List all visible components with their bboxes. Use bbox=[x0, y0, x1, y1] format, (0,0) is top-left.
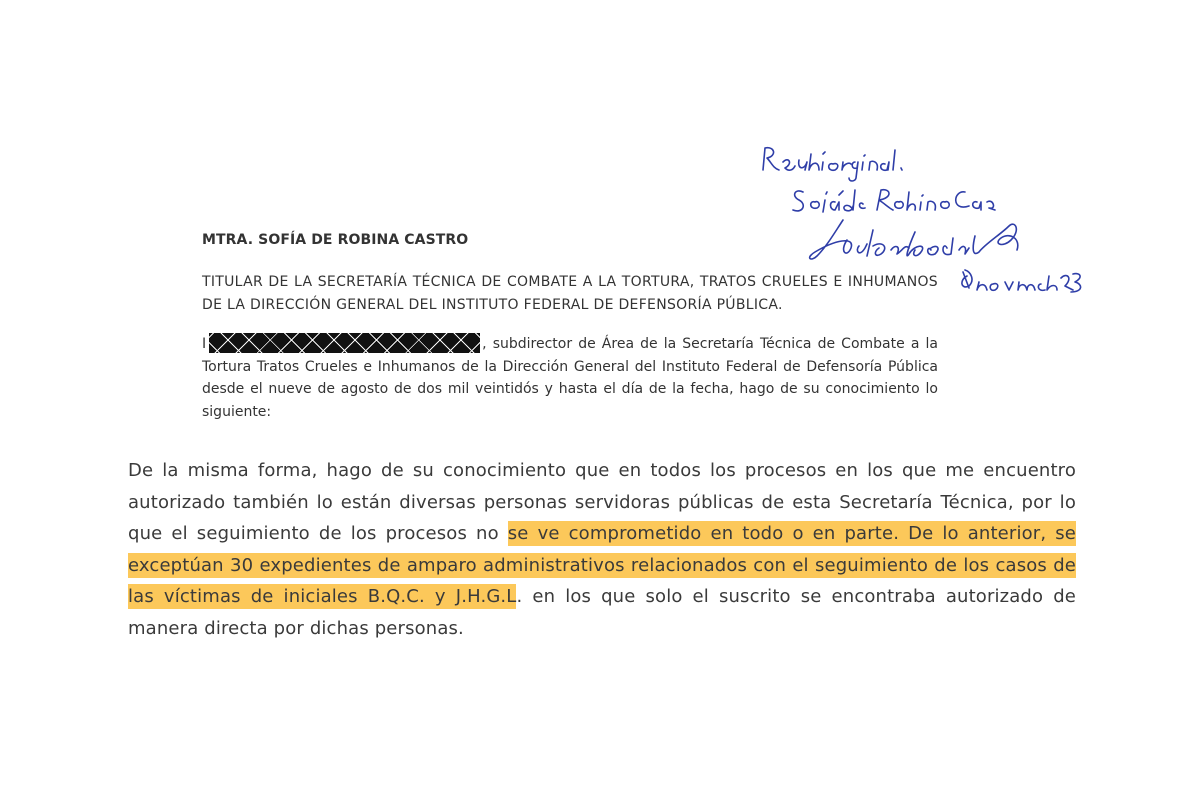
addressee-title: TITULAR DE LA SECRETARÍA TÉCNICA DE COMBATE A LA TORTURA, TRATOS CRUELES E INHUMANOS DE LA DIRECCIÓN GENERAL DEL INSTITUTO FEDERAL DE DEFENSORÍA PÚBLICA. bbox=[202, 274, 938, 313]
redacted-name-block bbox=[209, 333, 480, 353]
body-text-end: . en los que solo el suscrito se encontraba autorizado de manera directa por dichas personas. bbox=[128, 586, 1076, 639]
handwritten-receipt-note bbox=[755, 140, 1085, 310]
body-paragraph bbox=[128, 455, 1076, 644]
signature-scribble bbox=[810, 220, 1018, 259]
intro-text: , subdirector de Área de la Secretaría Técnica de Combate a la Tortura Tratos Crueles e Inhumanos de la Dirección General del Instituto Federal de Defensoría Pública desde el nueve de agosto de dos mil veintidós y hasta el día de la fecha, hago de su conocimiento lo siguiente: bbox=[202, 336, 938, 420]
highlighted-text: se ve comprometido en todo o en parte. De lo anterior, se exceptúan 30 expedientes de amparo administrativos relacionados con el seguimiento de los casos de las víctimas de iniciales B.Q.C. y J.H.G.L bbox=[128, 523, 1076, 607]
handwritten-date bbox=[962, 270, 1081, 292]
body-text-start: De la misma forma, hago de su conocimiento que en todos los procesos en los que me encuentro autorizado también lo están diversas personas servidoras públicas de esta Secretaría Técnica, por lo que el seguimiento de los procesos no bbox=[128, 460, 1076, 544]
handwriting-line-1 bbox=[763, 148, 902, 181]
intro-initial: I bbox=[202, 336, 207, 352]
handwriting-line-2 bbox=[793, 190, 995, 212]
intro-paragraph bbox=[202, 333, 938, 423]
addressee-name: MTRA. SOFÍA DE ROBINA CASTRO bbox=[202, 232, 469, 248]
